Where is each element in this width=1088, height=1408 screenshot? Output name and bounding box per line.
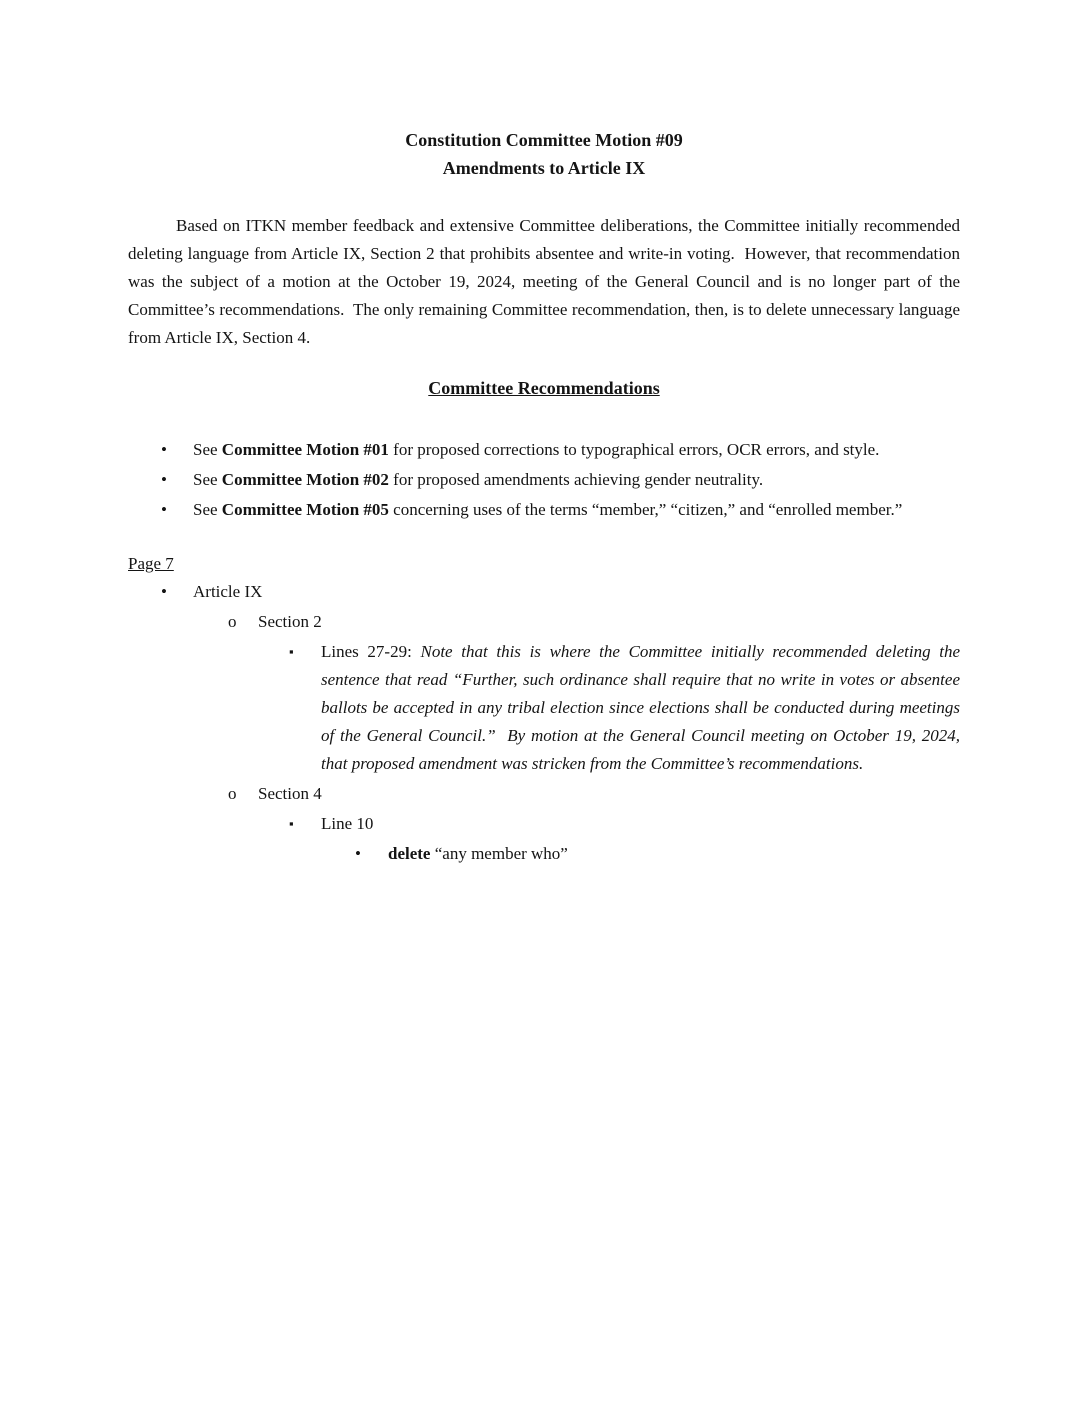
delete-keyword: delete <box>388 844 431 863</box>
document-title <box>128 126 960 182</box>
outline-item-section-4 <box>128 780 960 808</box>
page7-outline <box>128 578 960 868</box>
outline-item-lines-27-29 <box>128 638 960 778</box>
item-post-text: concerning uses of the terms “member,” “citizen,” and “enrolled member.” <box>388 500 903 519</box>
delete-quoted-text: “any member who” <box>430 844 568 863</box>
lines-27-29-text <box>321 638 960 778</box>
item-pre-text: See <box>193 440 222 459</box>
list-item-text <box>193 496 960 524</box>
lines-27-29-label: Lines 27-29: <box>321 642 421 661</box>
outline-item-section-2 <box>128 608 960 636</box>
circle-marker-icon: o <box>228 612 237 631</box>
line-10-label: Line 10 <box>321 814 374 833</box>
item-post-text: for proposed corrections to typographical errors, OCR errors, and style. <box>388 440 880 459</box>
title-line-1: Constitution Committee Motion #09 <box>405 130 683 150</box>
list-item-motion-05 <box>128 496 960 524</box>
item-pre-text: See <box>193 500 222 519</box>
motion-02-ref: Committee Motion #02 <box>221 470 389 489</box>
committee-note-italic: Note that this is where the Committee initially recommended deleting the sentence that read “Further, such ordinance shall require that no write in votes or absentee ballots be accepted in any tribal election since elections shall be conducted during meetings of the General Council.” By motion at the General Council meeting on October 19, 2024, that proposed amendment was stricken from the Committee’s recommendations. <box>321 642 960 773</box>
article-ix-label: Article IX <box>193 582 263 601</box>
recommendations-list <box>128 436 960 524</box>
square-marker-icon: ▪ <box>289 644 294 659</box>
delete-action-text <box>388 840 960 868</box>
recommendations-heading-text: Committee Recommendations <box>428 378 660 398</box>
page7-heading-text: Page 7 <box>128 554 174 573</box>
bullet-icon: • <box>355 844 361 863</box>
outline-item-delete-action <box>128 840 960 868</box>
square-marker-icon: ▪ <box>289 816 294 831</box>
item-post-text: for proposed amendments achieving gender neutrality. <box>388 470 764 489</box>
title-line-2: Amendments to Article IX <box>442 158 646 178</box>
bullet-icon: • <box>161 582 167 601</box>
recommendations-heading <box>128 374 960 402</box>
bullet-icon: • <box>161 500 167 519</box>
list-item-text <box>193 466 960 494</box>
intro-paragraph: Based on ITKN member feedback and extensive Committee deliberations, the Committee initially recommended deleting language from Article IX, Section 2 that prohibits absentee and write-in voting. However, that recommendation was the subject of a motion at the October 19, 2024, meeting of the General Council and is no longer part of the Committee’s recommendations. The only remaining Committee recommendation, then, is to delete unnecessary language from Article IX, Section 4. <box>128 216 960 347</box>
outline-item-article-ix <box>128 578 960 606</box>
motion-01-ref: Committee Motion #01 <box>221 440 389 459</box>
motion-05-ref: Committee Motion #05 <box>221 500 389 519</box>
list-item-text <box>193 436 960 464</box>
bullet-icon: • <box>161 440 167 459</box>
section-2-label: Section 2 <box>258 612 322 631</box>
bullet-icon: • <box>161 470 167 489</box>
outline-item-line-10 <box>128 810 960 838</box>
list-item-motion-01 <box>128 436 960 464</box>
circle-marker-icon: o <box>228 784 237 803</box>
section-4-label: Section 4 <box>258 784 322 803</box>
item-pre-text: See <box>193 470 222 489</box>
page7-heading <box>128 550 960 578</box>
list-item-motion-02 <box>128 466 960 494</box>
